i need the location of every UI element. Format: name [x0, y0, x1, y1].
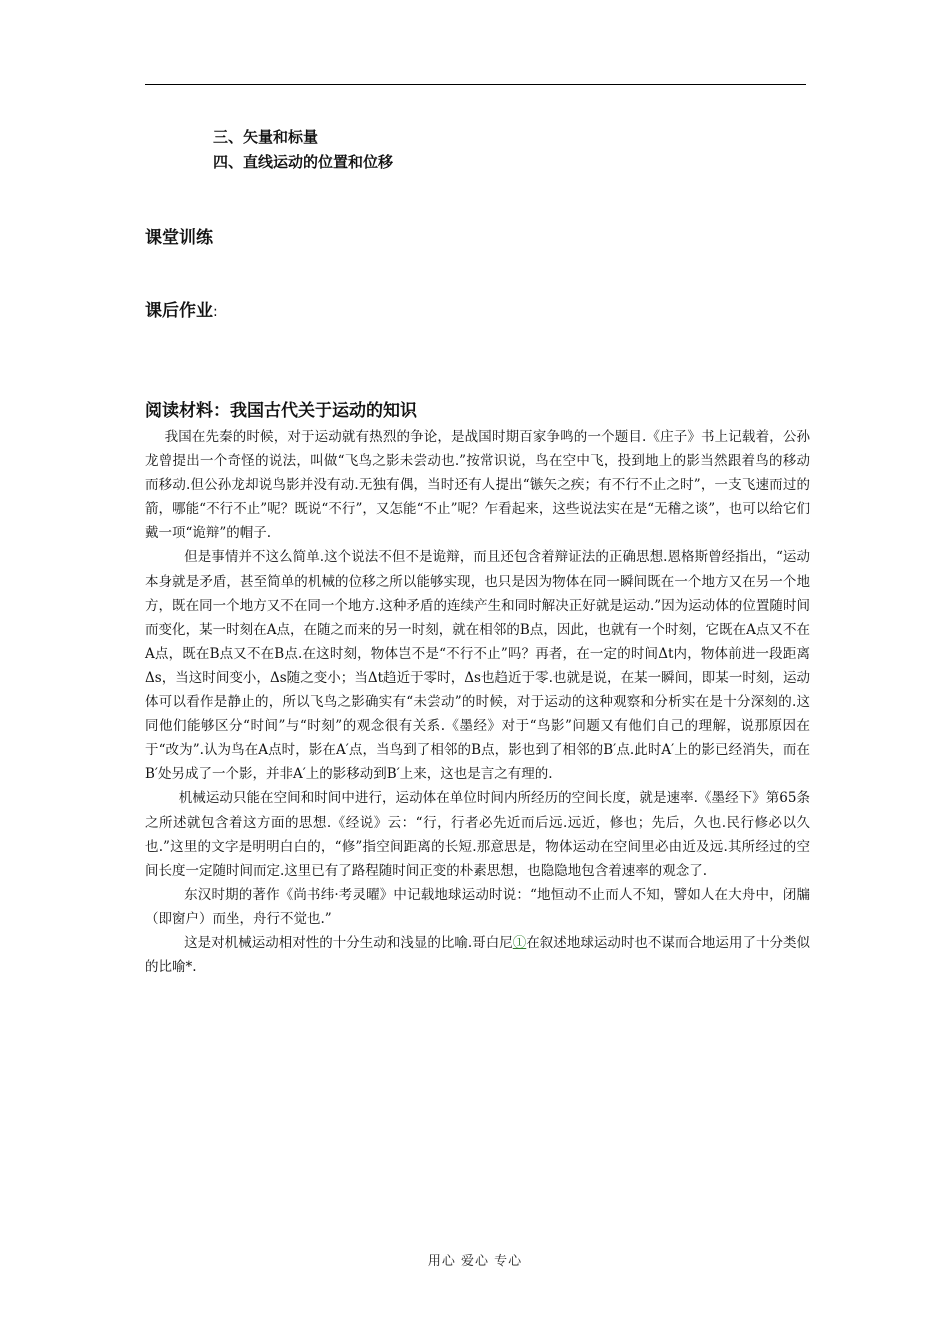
homework-colon: : [213, 304, 218, 320]
paragraph-5-text-before: 这是对机械运动相对性的十分生动和浅显的比喻.哥白尼 [184, 934, 513, 951]
header-rule [145, 84, 806, 85]
footnote-link[interactable]: ① [512, 934, 527, 951]
outline-item-4: 四、直线运动的位置和位移 [213, 153, 394, 171]
article-paragraph-1: 我国在先秦的时候，对于运动就有热烈的争论，是战国时期百家争鸣的一个题目.《庄子》书上记载着，公孙龙曾提出一个奇怪的说法，叫做“飞鸟之影未尝动也.”按常识说，鸟在空中飞，投到地上的影当然跟着鸟的移动而移动.但公孙龙却说鸟影并没有动.无独有偶，当时还有人提出“镞矢之疾；有不行不止之时”，一支飞速而过的箭，哪能“不行不止”呢？既说“不行”，又怎能“不止”呢？乍看起来，这些说法实在是“无稽之谈”，也可以给它们戴一项“诡辩”的帽子. [145, 429, 810, 542]
homework-heading [145, 300, 218, 323]
outline-item-3: 三、矢量和标量 [213, 128, 319, 146]
reading-material-title: 阅读材料：我国古代关于运动的知识 [145, 401, 417, 421]
homework-heading-text: 课后作业 [145, 301, 213, 321]
reading-article [145, 425, 810, 979]
page-footer: 用心 爱心 专心 [427, 1254, 523, 1269]
article-paragraph-5 [145, 931, 810, 979]
article-paragraph-2: 但是事情并不这么简单.这个说法不但不是诡辩，而且还包含着辩证法的正确思想.恩格斯曾经指出，“运动本身就是矛盾，甚至简单的机械的位移之所以能够实现，也只是因为物体在同一瞬间既在一个地方又在另一个地方，既在同一个地方又不在同一个地方.这种矛盾的连续产生和同时解决正好就是运动.”因为运动体的位置随时间而变化，某一时刻在A点，在随之而来的另一时刻，就在相邻的B点，因此，也就有一个时刻，它既在A点又不在A点，既在B点又不在B点.在这时刻，物体岂不是“不行不止”吗？再者，在一定的时间Δt内，物体前进一段距离Δs，当这时间变小，Δs随之变小；当Δt趋近于零时，Δs也趋近于零.也就是说，在某一瞬间，即某一时刻，运动体可以看作是静止的，所以飞鸟之影确实有“未尝动”的时候，对于运动的这种观察和分析实在是十分深刻的.这同他们能够区分“时间”与“时刻”的观念很有关系.《墨经》对于“鸟影”问题又有他们自己的理解，说那原因在于“改为”.认为鸟在A点时，影在A′点，当鸟到了相邻的B点，影也到了相邻的B′点.此时A′上的影已经消失，而在B′处另成了一个影，并非A′上的影移动到B′上来，这也是言之有理的. [145, 549, 810, 783]
article-paragraph-4: 东汉时期的著作《尚书纬·考灵曜》中记载地球运动时说：“地恒动不止而人不知，譬如人在大舟中，闭牖（即窗户）而坐，舟行不觉也.” [145, 886, 810, 927]
paragraph-5-text-after: 在叙述地球运动时也不谋而合地运用了十分类似的比喻*. [145, 934, 811, 976]
classroom-training-heading: 课堂训练 [145, 228, 213, 248]
article-paragraph-3: 机械运动只能在空间和时间中进行，运动体在单位时间内所经历的空间长度，就是速率.《墨经下》第65条之所述就包含着这方面的思想.《经说》云：“行，行者必先近而后远.远近，修也；先后，久也.民行修必以久也.”这里的文字是明明白白的，“修”指空间距离的长短.那意思是，物体运动在空间里必由近及远.其所经过的空间长度一定随时间而定.这里已有了路程随时间正变的朴素思想，也隐隐地包含着速率的观念了. [145, 790, 810, 879]
